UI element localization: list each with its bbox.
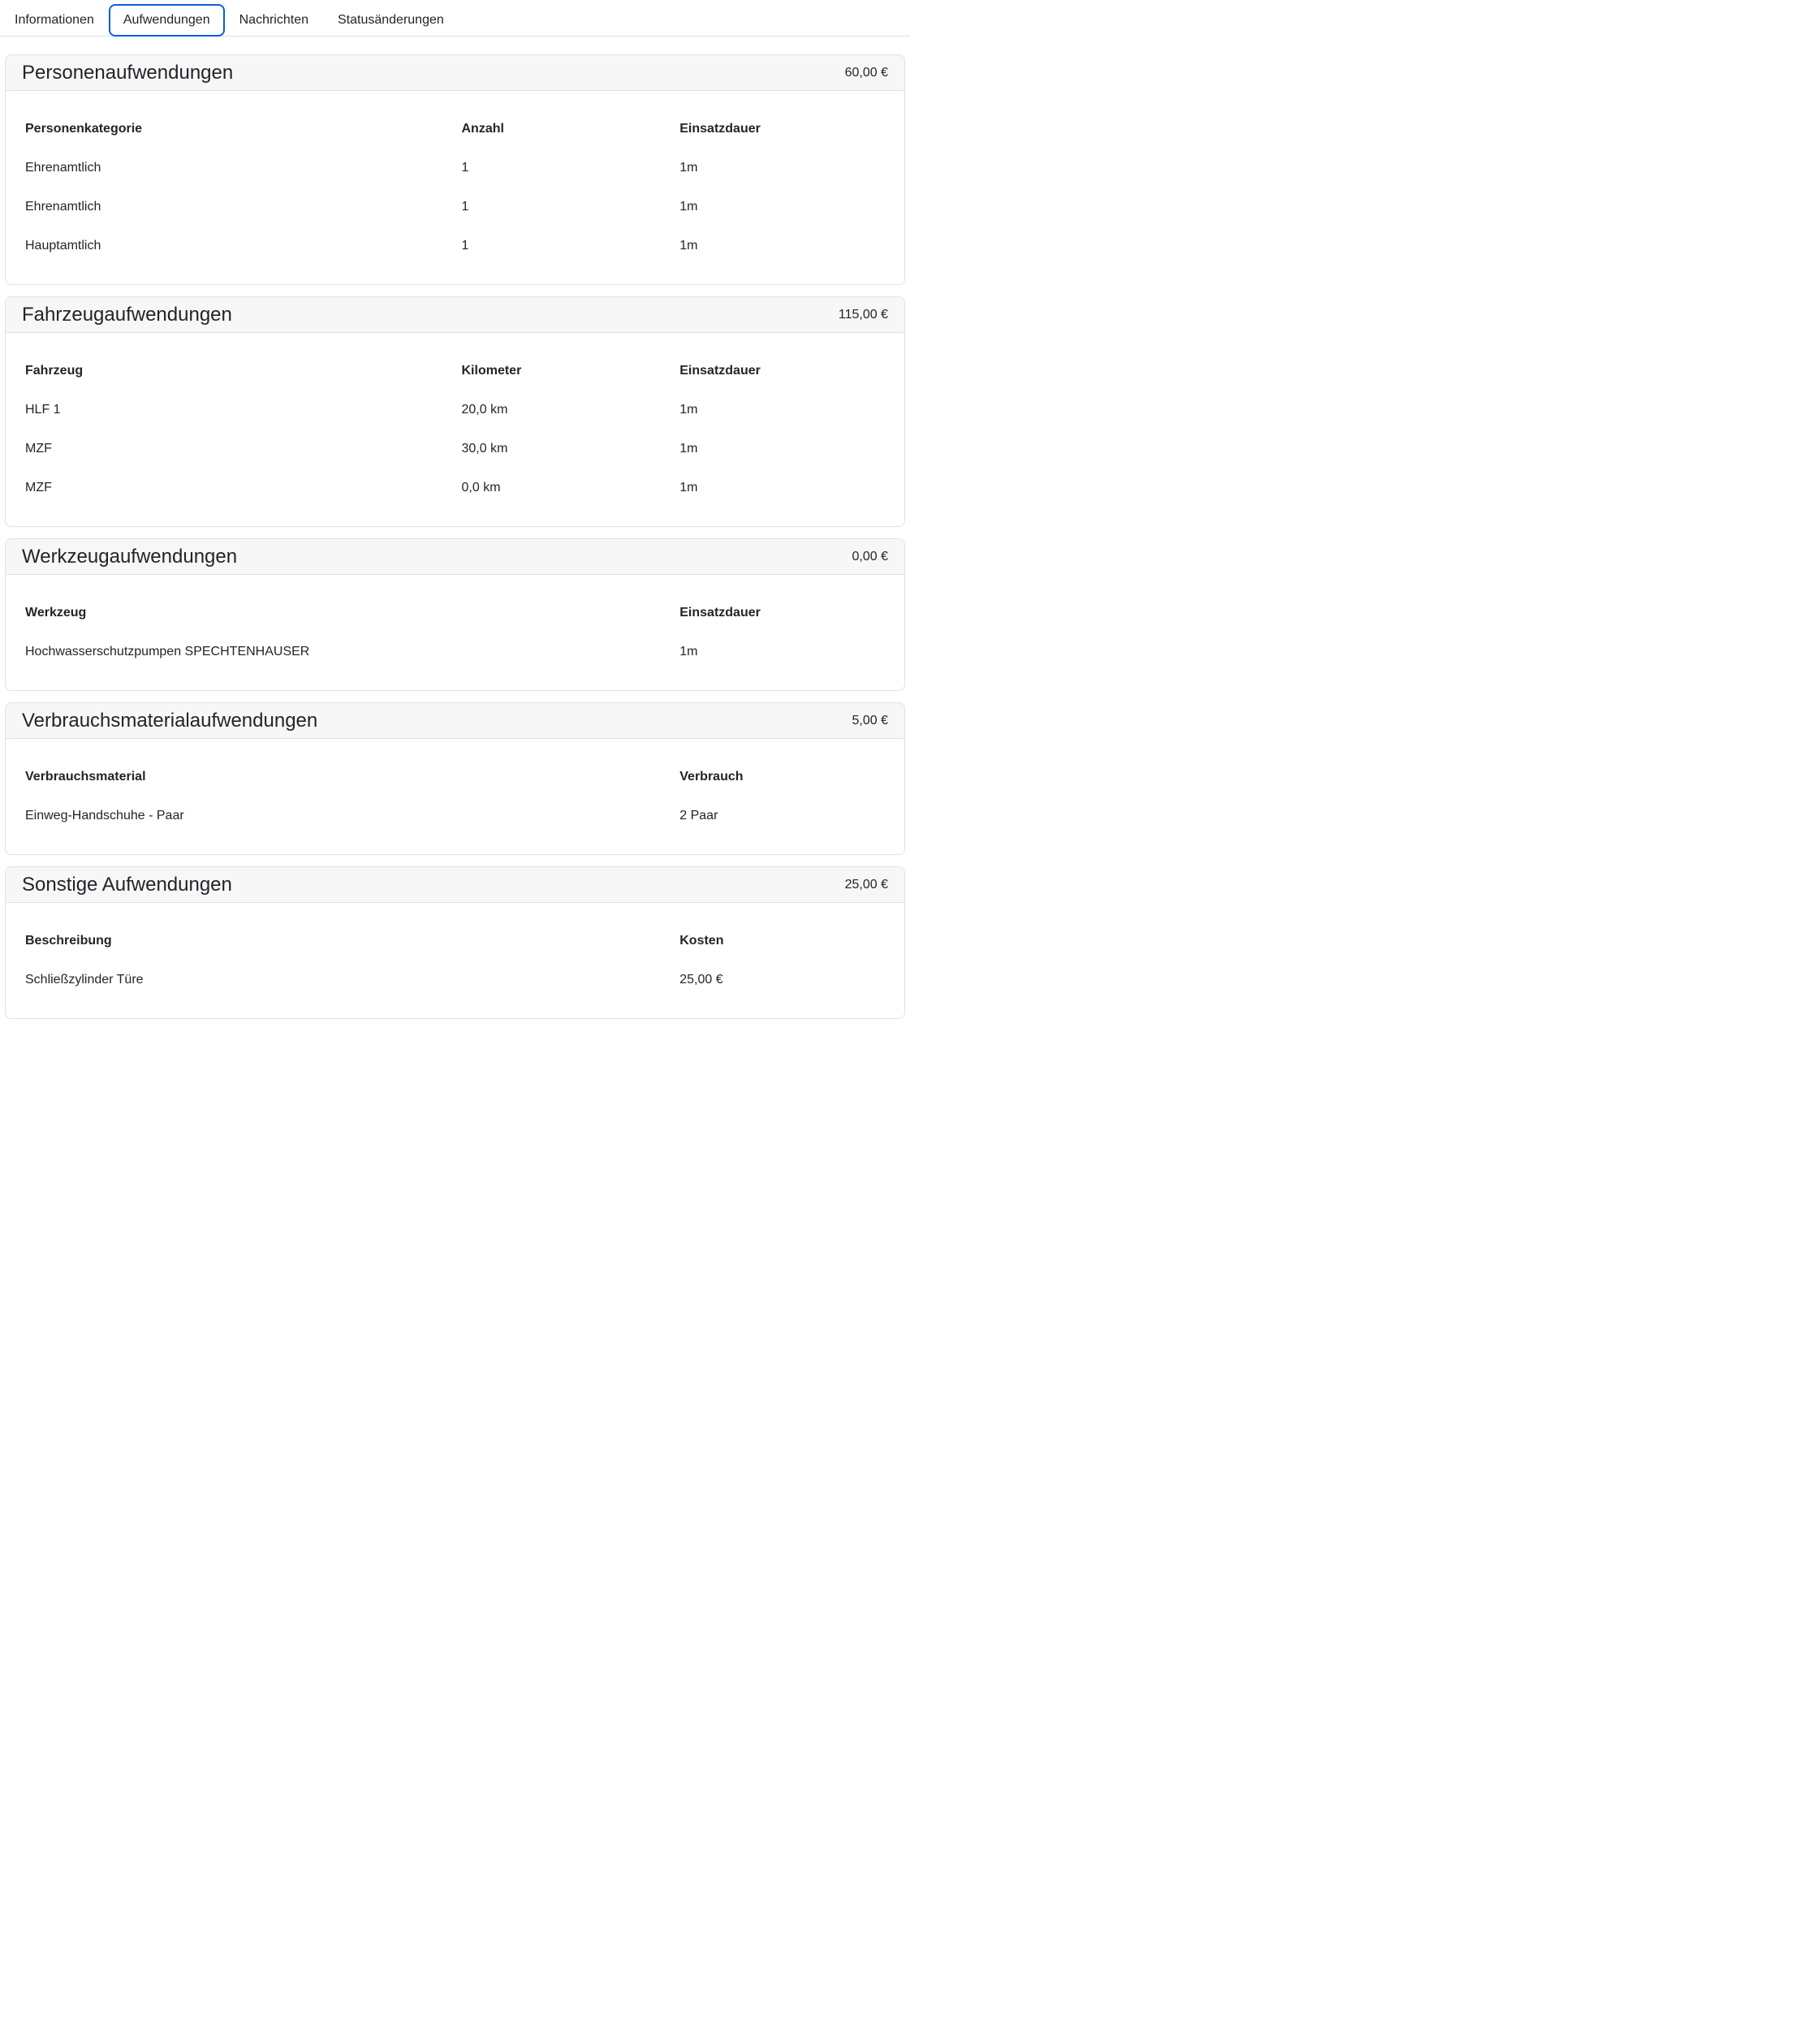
- expenses-page: [0, 37, 910, 1025]
- table-row: [19, 188, 891, 227]
- table-row: [19, 391, 891, 430]
- column-header: Einsatzdauer: [679, 364, 761, 378]
- table-cell: 1m: [679, 645, 698, 658]
- column-header: Verbrauchsmaterial: [25, 770, 146, 784]
- section-total-amount: 5,00 €: [852, 713, 888, 728]
- table-cell: MZF: [25, 442, 52, 456]
- expense-table: [19, 110, 891, 266]
- table-header-row: [19, 110, 891, 149]
- column-header: Einsatzdauer: [679, 122, 761, 136]
- tab-informationen[interactable]: Informationen: [0, 4, 109, 36]
- section-header: [6, 539, 904, 575]
- table-cell: 25,00 €: [679, 973, 723, 987]
- expense-table: [19, 594, 891, 671]
- section-header: [6, 703, 904, 739]
- tab-bar: [0, 0, 910, 37]
- section-header: [6, 867, 904, 903]
- table-row: [19, 430, 891, 468]
- section-card-personenaufwendungen: [5, 54, 905, 285]
- column-header: Personenkategorie: [25, 122, 143, 136]
- expense-table: [19, 922, 891, 1000]
- table-cell: 0,0 km: [461, 481, 501, 494]
- table-header-row: [19, 922, 891, 961]
- section-title: Werkzeugaufwendungen: [22, 546, 238, 568]
- table-row: [19, 797, 891, 835]
- section-body: [6, 333, 904, 526]
- section-title: Personenaufwendungen: [22, 62, 234, 84]
- column-header: Fahrzeug: [25, 364, 84, 378]
- section-title: Sonstige Aufwendungen: [22, 874, 232, 896]
- table-cell: Ehrenamtlich: [25, 161, 101, 175]
- table-cell: 1m: [679, 442, 698, 456]
- table-cell: Hauptamtlich: [25, 239, 101, 253]
- column-header: Anzahl: [461, 122, 504, 136]
- section-title: Fahrzeugaufwendungen: [22, 304, 232, 326]
- table-cell: 1m: [679, 239, 698, 253]
- table-cell: Schließzylinder Türe: [25, 973, 144, 987]
- table-cell: Ehrenamtlich: [25, 200, 101, 214]
- table-cell: HLF 1: [25, 403, 61, 417]
- table-cell: 1: [461, 239, 469, 253]
- section-total-amount: 0,00 €: [852, 549, 888, 563]
- table-cell: 1: [461, 161, 469, 175]
- table-cell: 1m: [679, 403, 698, 417]
- table-cell: Hochwasserschutzpumpen SPECHTENHAUSER: [25, 645, 310, 658]
- tab-statusaenderungen[interactable]: Statusänderungen: [323, 4, 459, 36]
- section-total-amount: 115,00 €: [838, 307, 888, 322]
- table-row: [19, 227, 891, 266]
- table-header-row: [19, 352, 891, 391]
- column-header: Beschreibung: [25, 934, 112, 948]
- section-body: [6, 575, 904, 690]
- tab-aufwendungen[interactable]: Aufwendungen: [109, 4, 225, 37]
- expense-table: [19, 758, 891, 835]
- section-title: Verbrauchsmaterialaufwendungen: [22, 710, 318, 732]
- table-cell: 1: [461, 200, 469, 214]
- section-body: [6, 739, 904, 854]
- section-card-werkzeugaufwendungen: [5, 538, 905, 691]
- table-cell: 1m: [679, 481, 698, 494]
- table-row: [19, 961, 891, 1000]
- section-total-amount: 60,00 €: [844, 65, 888, 80]
- column-header: Kosten: [679, 934, 724, 948]
- table-row: [19, 468, 891, 507]
- table-cell: 2 Paar: [679, 809, 718, 823]
- table-header-row: [19, 594, 891, 633]
- table-cell: Einweg-Handschuhe - Paar: [25, 809, 184, 823]
- table-row: [19, 149, 891, 188]
- table-row: [19, 633, 891, 671]
- column-header: Einsatzdauer: [679, 606, 761, 620]
- tab-nachrichten[interactable]: Nachrichten: [225, 4, 323, 36]
- table-cell: 1m: [679, 200, 698, 214]
- section-card-verbrauchsmaterialaufwendungen: [5, 702, 905, 855]
- column-header: Verbrauch: [679, 770, 744, 784]
- column-header: Werkzeug: [25, 606, 87, 620]
- expense-table: [19, 352, 891, 507]
- table-cell: MZF: [25, 481, 52, 494]
- section-body: [6, 91, 904, 284]
- column-header: Kilometer: [461, 364, 522, 378]
- table-cell: 1m: [679, 161, 698, 175]
- section-card-sonstige-aufwendungen: [5, 866, 905, 1019]
- section-header: [6, 55, 904, 91]
- section-header: [6, 297, 904, 333]
- section-card-fahrzeugaufwendungen: [5, 296, 905, 527]
- table-cell: 30,0 km: [461, 442, 508, 456]
- table-header-row: [19, 758, 891, 797]
- section-total-amount: 25,00 €: [844, 877, 888, 892]
- table-cell: 20,0 km: [461, 403, 508, 417]
- section-body: [6, 903, 904, 1018]
